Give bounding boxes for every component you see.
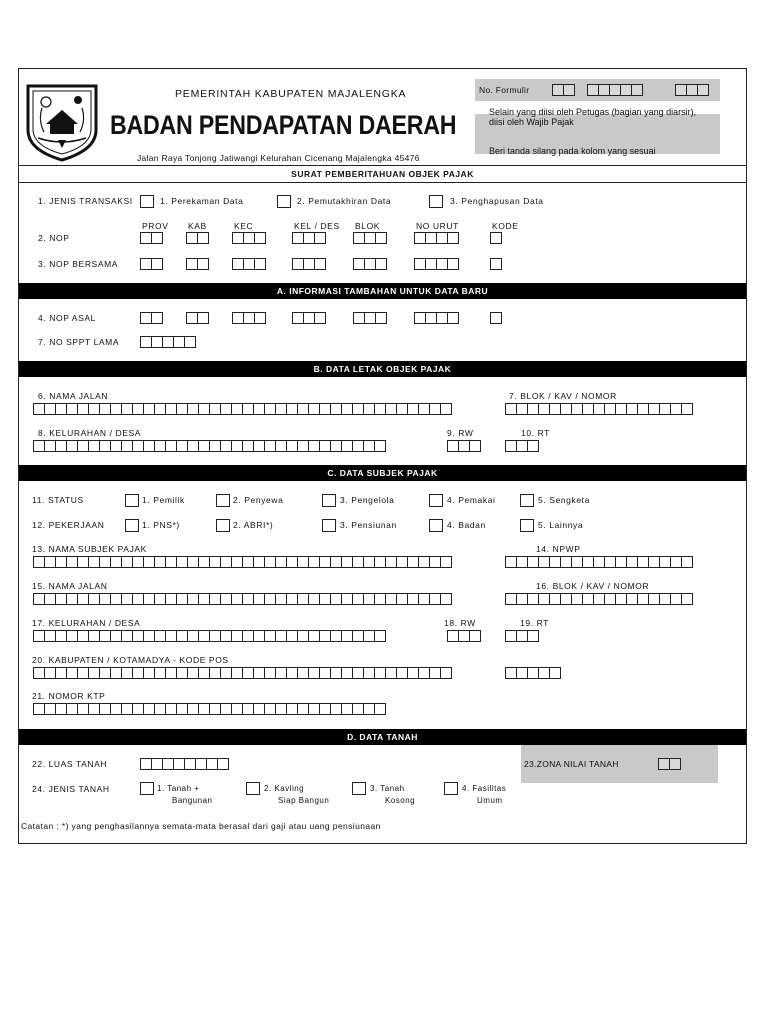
col-kab: KAB — [188, 221, 207, 231]
no-formulir-boxes — [587, 84, 642, 96]
nop-box[interactable] — [447, 232, 459, 244]
nop-box[interactable] — [375, 258, 387, 270]
divider — [18, 165, 747, 166]
col-kel: KEL / DES — [294, 221, 340, 231]
entry-box[interactable] — [440, 403, 452, 415]
kabupaten-label: 20. KABUPATEN / KOTAMADYA - KODE POS — [32, 655, 229, 665]
gov-name: PEMERINTAH KABUPATEN MAJALENGKA — [175, 88, 407, 100]
status-checkbox-2[interactable] — [216, 494, 230, 507]
rt-boxes — [505, 440, 538, 452]
sppt-lama-boxes — [140, 336, 195, 348]
rw-boxes — [447, 440, 480, 452]
zona-box[interactable] — [669, 758, 681, 770]
col-no-urut: NO URUT — [416, 221, 459, 231]
col-kec: KEC — [234, 221, 254, 231]
status-checkbox-5[interactable] — [520, 494, 534, 507]
jenis-checkbox-3[interactable] — [352, 782, 366, 795]
nop-label: 2. NOP — [38, 233, 70, 243]
rw-label: 9. RW — [447, 428, 474, 438]
nop-box[interactable] — [314, 312, 326, 324]
pekerjaan-opt-4: 4. Badan — [447, 520, 486, 530]
nop-box[interactable] — [254, 312, 266, 324]
c-blok-kav-boxes — [505, 593, 692, 605]
entry-box[interactable] — [469, 440, 481, 452]
status-label: 11. STATUS — [32, 495, 84, 505]
pekerjaan-checkbox-1[interactable] — [125, 519, 139, 532]
status-checkbox-1[interactable] — [125, 494, 139, 507]
nama-subjek-label: 13. NAMA SUBJEK PAJAK — [32, 544, 147, 554]
jenis-opt-3b: Kosong — [385, 796, 416, 805]
logo — [24, 80, 100, 162]
blok-kav-label: 7. BLOK / KAV / NOMOR — [509, 391, 617, 401]
c-nama-jalan-boxes — [33, 593, 451, 605]
section-a-header: A. INFORMASI TAMBAHAN UNTUK DATA BARU — [19, 283, 746, 299]
section-d-header: D. DATA TANAH — [19, 729, 746, 745]
formulir-box[interactable] — [563, 84, 575, 96]
no-formulir-label: No. Formulir — [479, 85, 530, 95]
nama-jalan-boxes — [33, 403, 451, 415]
pemutakhiran-label: 2. Pemutakhiran Data — [297, 196, 392, 206]
nop-box[interactable] — [197, 258, 209, 270]
perekaman-label: 1. Perekaman Data — [160, 196, 244, 206]
nop-box[interactable] — [447, 312, 459, 324]
entry-box[interactable] — [374, 630, 386, 642]
entry-box[interactable] — [374, 440, 386, 452]
agency-title: BADAN PENDAPATAN DAERAH — [110, 110, 457, 140]
nop-asal-label: 4. NOP ASAL — [38, 313, 96, 323]
status-opt-2: 2. Penyewa — [233, 495, 284, 505]
nop-box[interactable] — [151, 312, 163, 324]
c-nama-jalan-label: 15. NAMA JALAN — [32, 581, 108, 591]
nop-box[interactable] — [254, 258, 266, 270]
entry-box[interactable] — [440, 667, 452, 679]
entry-box[interactable] — [217, 758, 229, 770]
kabupaten-boxes — [33, 667, 451, 679]
entry-box[interactable] — [527, 630, 539, 642]
status-opt-3: 3. Pengelola — [340, 495, 395, 505]
shield-logo-icon — [24, 80, 100, 162]
c-rw-label: 18. RW — [444, 618, 476, 628]
no-formulir-boxes — [675, 84, 708, 96]
nop-box[interactable] — [254, 232, 266, 244]
penghapusan-checkbox[interactable] — [429, 195, 443, 208]
jenis-opt-3a: 3. Tanah — [370, 784, 405, 793]
penghapusan-label: 3. Penghapusan Data — [450, 196, 544, 206]
nop-box[interactable] — [490, 232, 502, 244]
nama-subjek-boxes — [33, 556, 451, 568]
entry-box[interactable] — [681, 403, 693, 415]
c-kelurahan-boxes — [33, 630, 385, 642]
jenis-tanah-label: 24. JENIS TANAH — [32, 784, 110, 794]
formulir-box[interactable] — [697, 84, 709, 96]
entry-box[interactable] — [440, 556, 452, 568]
jenis-opt-4b: Umum — [477, 796, 503, 805]
entry-box[interactable] — [440, 593, 452, 605]
section-c-header: C. DATA SUBJEK PAJAK — [19, 465, 746, 481]
perekaman-checkbox[interactable] — [140, 195, 154, 208]
pemutakhiran-checkbox[interactable] — [277, 195, 291, 208]
luas-label: 22. LUAS TANAH — [32, 759, 108, 769]
pekerjaan-checkbox-5[interactable] — [520, 519, 534, 532]
nama-jalan-label: 6. NAMA JALAN — [38, 391, 109, 401]
npwp-boxes — [505, 556, 692, 568]
c-rt-boxes — [505, 630, 538, 642]
col-kode: KODE — [492, 221, 519, 231]
nop-box[interactable] — [490, 258, 502, 270]
form-frame — [18, 68, 747, 844]
divider — [18, 182, 747, 183]
pekerjaan-opt-3: 3. Pensiunan — [340, 520, 397, 530]
status-opt-4: 4. Pemakai — [447, 495, 496, 505]
entry-box[interactable] — [681, 556, 693, 568]
sppt-box[interactable] — [184, 336, 196, 348]
entry-box[interactable] — [527, 440, 539, 452]
col-blok: BLOK — [355, 221, 381, 231]
c-kelurahan-label: 17. KELURAHAN / DESA — [32, 618, 141, 628]
nop-box[interactable] — [375, 312, 387, 324]
jenis-transaksi-label: 1. JENIS TRANSAKSI — [38, 196, 133, 206]
nop-box[interactable] — [151, 232, 163, 244]
blok-kav-boxes — [505, 403, 692, 415]
pekerjaan-opt-5: 5. Lainnya — [538, 520, 584, 530]
nop-bersama-label: 3. NOP BERSAMA — [38, 259, 119, 269]
agency-address: Jalan Raya Tonjong Jatiwangi Kelurahan Cicenang Majalengka 45476 — [137, 153, 420, 163]
kodepos-boxes — [505, 667, 560, 679]
status-checkbox-3[interactable] — [322, 494, 336, 507]
entry-box[interactable] — [681, 593, 693, 605]
entry-box[interactable] — [374, 703, 386, 715]
jenis-opt-1b: Bangunan — [172, 796, 213, 805]
jenis-opt-1a: 1. Tanah + — [157, 784, 200, 793]
c-rw-boxes — [447, 630, 480, 642]
sppt-lama-label: 7. NO SPPT LAMA — [38, 337, 120, 347]
nop-box[interactable] — [447, 258, 459, 270]
col-prov: PROV — [142, 221, 169, 231]
jenis-checkbox-2[interactable] — [246, 782, 260, 795]
npwp-label: 14. NPWP — [536, 544, 581, 554]
zona-label: 23.ZONA NILAI TANAH — [524, 759, 619, 769]
kelurahan-label: 8. KELURAHAN / DESA — [38, 428, 142, 438]
rt-label: 10. RT — [521, 428, 550, 438]
pekerjaan-checkbox-3[interactable] — [322, 519, 336, 532]
pekerjaan-label: 12. PEKERJAAN — [32, 520, 105, 530]
entry-box[interactable] — [549, 667, 561, 679]
status-opt-1: 1. Pemilik — [142, 495, 185, 505]
form-title: SURAT PEMBERITAHUAN OBJEK PAJAK — [291, 169, 474, 179]
nop-box[interactable] — [314, 232, 326, 244]
section-b-header: B. DATA LETAK OBJEK PAJAK — [19, 361, 746, 377]
nop-box[interactable] — [490, 312, 502, 324]
status-opt-5: 5. Sengketa — [538, 495, 590, 505]
ktp-label: 21. NOMOR KTP — [32, 691, 106, 701]
c-rt-label: 19. RT — [520, 618, 549, 628]
formulir-box[interactable] — [631, 84, 643, 96]
pekerjaan-opt-2: 2. ABRI*) — [233, 520, 274, 530]
kelurahan-boxes — [33, 440, 385, 452]
note-arsir: Selain yang diisi oleh Petugas (bagian yang diarsir), diisi oleh Wajib Pajak — [489, 107, 697, 127]
luas-boxes — [140, 758, 228, 770]
notes-panel — [475, 107, 720, 156]
jenis-checkbox-1[interactable] — [140, 782, 154, 795]
pekerjaan-checkbox-2[interactable] — [216, 519, 230, 532]
jenis-opt-4a: 4. Fasilitas — [462, 784, 507, 793]
pekerjaan-checkbox-4[interactable] — [429, 519, 443, 532]
c-blok-kav-label: 16. BLOK / KAV / NOMOR — [536, 581, 650, 591]
status-checkbox-4[interactable] — [429, 494, 443, 507]
nop-box[interactable] — [151, 258, 163, 270]
ktp-boxes — [33, 703, 385, 715]
nop-box[interactable] — [197, 232, 209, 244]
note-silang: Beri tanda silang pada kolom yang sesuai — [489, 146, 656, 156]
zona-boxes — [658, 758, 680, 770]
nop-box[interactable] — [314, 258, 326, 270]
pekerjaan-opt-1: 1. PNS*) — [142, 520, 180, 530]
jenis-opt-2a: 2. Kavling — [264, 784, 305, 793]
no-formulir-boxes — [552, 84, 574, 96]
nop-box[interactable] — [197, 312, 209, 324]
entry-box[interactable] — [469, 630, 481, 642]
nop-box[interactable] — [375, 232, 387, 244]
jenis-opt-2b: Siap Bangun — [278, 796, 330, 805]
jenis-checkbox-4[interactable] — [444, 782, 458, 795]
catatan: Catatan : *) yang penghasilannya semata-mata berasal dari gaji atau uang pensiunaan — [21, 821, 381, 831]
